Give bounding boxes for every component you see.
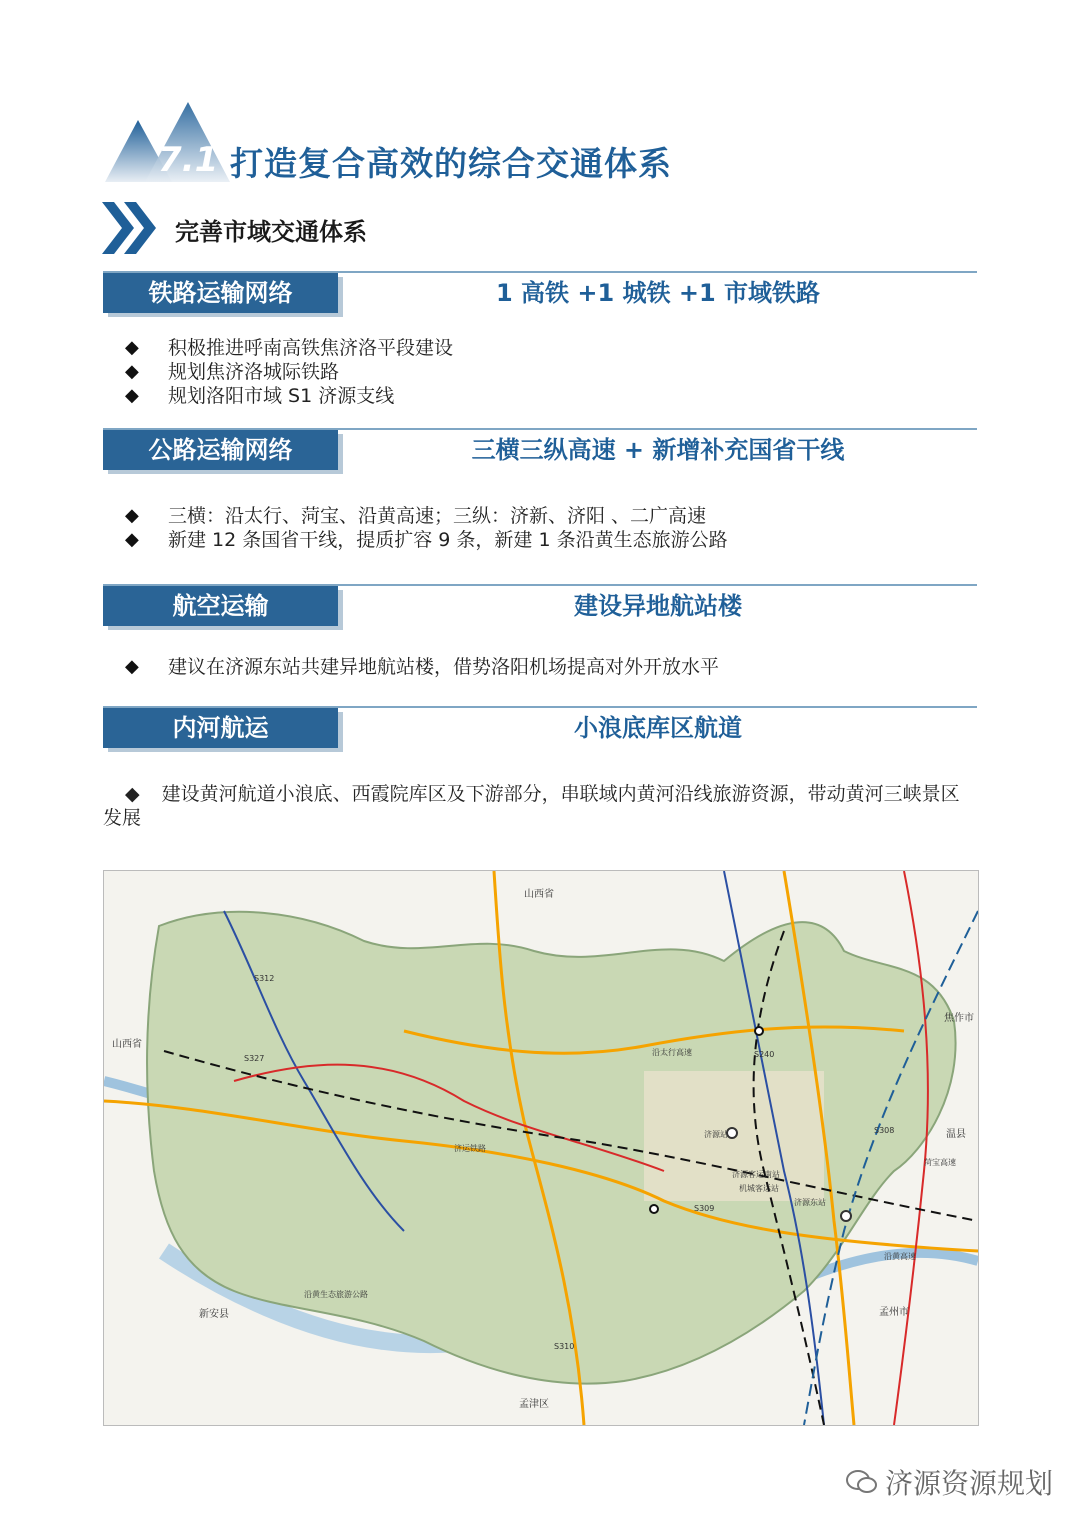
map-label: 沿黄高速 [884, 1252, 916, 1261]
section-headline-waterway: 小浪底库区航道 [574, 714, 742, 742]
double-chevron-icon [102, 202, 160, 254]
map-label: 山西省 [524, 889, 554, 900]
map-canvas [104, 871, 978, 1425]
section-tab-highway: 公路运输网络 [103, 430, 338, 470]
watermark: 济源资源规划 [845, 1462, 1053, 1502]
diamond-bullet-icon: ◆ [125, 337, 139, 358]
map-label: 山西省 [112, 1039, 142, 1050]
map-label: 菏宝高速 [924, 1158, 956, 1167]
section-headline-highway: 三横三纵高速 + 新增补充国省干线 [471, 436, 845, 464]
map-label: S308 [874, 1126, 895, 1135]
section-headline-aviation: 建设异地航站楼 [574, 592, 742, 620]
map-label: 沿黄生态旅游公路 [304, 1290, 368, 1299]
station-jiyuan [727, 1128, 737, 1138]
section-subtitle: 完善市域交通体系 [175, 218, 367, 246]
section-tab-waterway: 内河航运 [103, 708, 338, 748]
map-label: 济运铁路 [454, 1144, 486, 1153]
map-label: 济源客运南站 [732, 1170, 780, 1179]
bullet-list-railway [125, 336, 453, 408]
map-label: 济源站 [704, 1130, 728, 1139]
diamond-bullet-icon: ◆ [125, 361, 139, 382]
map-label: S240 [754, 1050, 775, 1059]
wechat-icon [845, 1468, 879, 1496]
transport-map [103, 870, 979, 1426]
section-tab-railway: 铁路运输网络 [103, 273, 338, 313]
diamond-bullet-icon: ◆ [125, 529, 139, 550]
map-label: S312 [254, 974, 275, 983]
map-label: 孟津区 [519, 1399, 549, 1410]
station-jiyuan-east [841, 1211, 851, 1221]
list-item: ◆ 积极推进呼南高铁焦济洛平段建设 [125, 337, 454, 359]
chapter-number: 7.1 [158, 140, 219, 180]
diamond-bullet-icon: ◆ [125, 783, 140, 805]
map-label: 温县 [946, 1129, 966, 1140]
map-label: 孟州市 [879, 1307, 909, 1318]
bullet-list-aviation [125, 655, 719, 679]
list-item: ◆ 规划焦济洛城际铁路 [125, 361, 340, 383]
map-label: 机城客运站 [739, 1184, 779, 1193]
list-item: ◆ 规划洛阳市域 S1 济源支线 [125, 385, 395, 407]
diamond-bullet-icon: ◆ [125, 505, 139, 526]
list-item: ◆ 建议在济源东站共建异地航站楼，借势洛阳机场提高对外开放水平 [125, 656, 720, 678]
list-item: ◆ 三横：沿太行、菏宝、沿黄高速；三纵：济新、济阳 、二广高速 [125, 505, 707, 527]
map-label: S310 [554, 1342, 575, 1351]
map-label: 新安县 [199, 1309, 229, 1320]
section-tab-aviation: 航空运输 [103, 586, 338, 626]
map-label: 沿太行高速 [652, 1048, 692, 1057]
diamond-bullet-icon: ◆ [125, 656, 139, 677]
map-label: 焦作市 [944, 1013, 974, 1024]
bullet-list-highway [125, 504, 728, 552]
list-item: ◆ 新建 12 条国省干线，提质扩容 9 条，新建 1 条沿黄生态旅游公路 [125, 529, 728, 551]
map-label: S327 [244, 1054, 265, 1063]
waterway-paragraph: ◆ 建设黄河航道小浪底、西霞院库区及下游部分，串联域内黄河沿线旅游资源，带动黄河三峡景区发展 [103, 783, 960, 829]
section-headline-railway: 1 高铁 +1 城铁 +1 市域铁路 [495, 279, 821, 307]
station-node [755, 1027, 763, 1035]
page-title: 打造复合高效的综合交通体系 [230, 144, 672, 183]
diamond-bullet-icon: ◆ [125, 385, 139, 406]
station-node [650, 1205, 658, 1213]
map-label: S309 [694, 1204, 715, 1213]
map-label: 济源东站 [794, 1198, 826, 1207]
